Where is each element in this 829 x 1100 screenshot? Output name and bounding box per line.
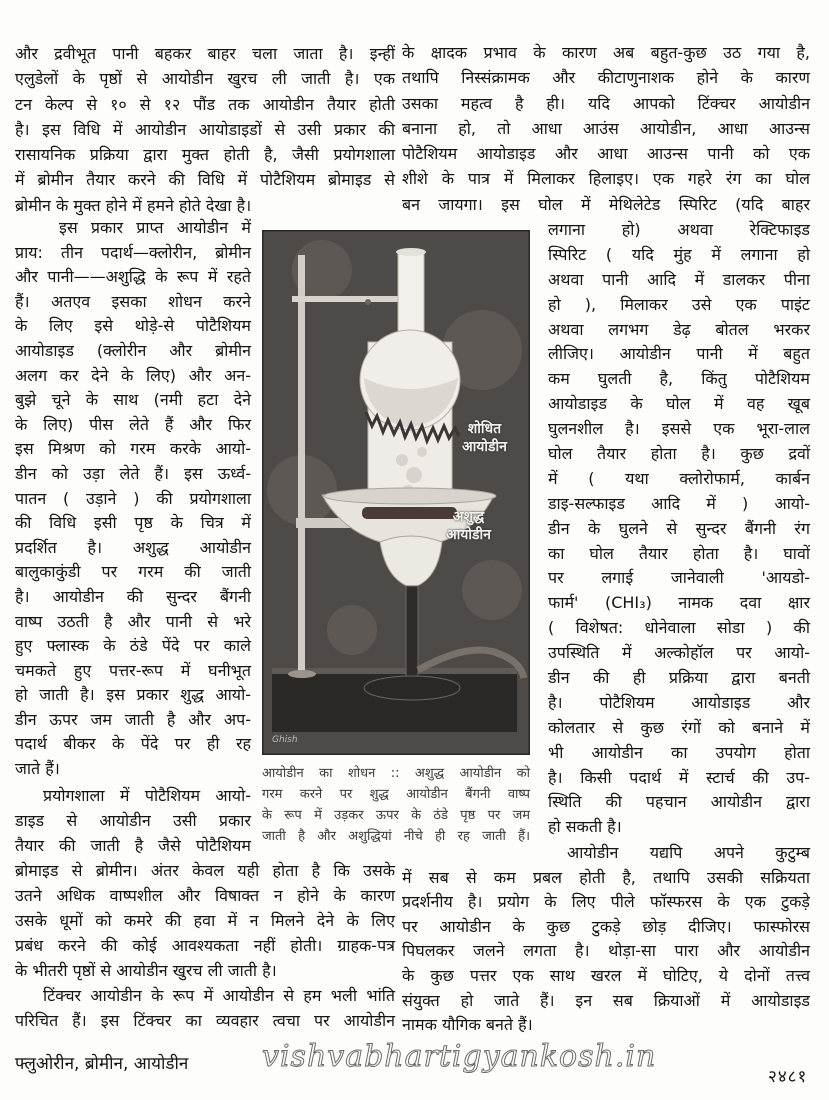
- text-line: जाते हैं।: [15, 759, 60, 779]
- impure-iodine-label: [446, 508, 491, 544]
- text-line: के क्षादक प्रभाव के कारण अब बहुत-कुछ उठ गया है,: [402, 43, 810, 62]
- text-line: उपस्थिति में अल्कोहॉल पर आयो-: [548, 643, 810, 663]
- text-line: उसका महत्व है ही। यदि आपको टिंक्चर आयोडीन: [402, 93, 810, 113]
- text-line: डाइड से आयोडीन उसी प्रकार: [15, 811, 251, 830]
- text-line: है। आयोडीन की सुन्दर बैंगनी: [15, 586, 251, 606]
- iodine-purification-illustration: [262, 230, 530, 755]
- text-line: का घोल तैयार होता है। घावों: [548, 543, 810, 563]
- text-line: प्रयोगशाला में पोटैशियम आयो-: [43, 786, 251, 805]
- text-line: प्रदर्शनीय है। प्रयोग के लिए पीले फॉस्फरस के एक टुकड़े: [402, 892, 810, 912]
- text-line: इस प्रकार प्राप्त आयोडीन में: [59, 218, 251, 237]
- text-line: के लिए) पीस लेते हैं और फिर: [15, 414, 251, 434]
- text-line: ( विशेषत: धोनेवाला सोडा ) की: [548, 618, 810, 638]
- text-line: डीन के घुलने से सुन्दर बैंगनी रंग: [548, 518, 810, 538]
- text-line: के भीतरी पृष्ठों से आयोडीन खुरच ली जाती है।: [15, 961, 277, 980]
- text-line: तथापि निस्संक्रामक और कीटाणुनाशक होने के कारण: [402, 68, 810, 88]
- tincture-paragraph: [15, 983, 395, 1033]
- text-line: आयोडीन का शोधन :: अशुद्ध आयोडीन को: [262, 766, 530, 781]
- label-line: अशुद्ध: [452, 509, 485, 525]
- text-line: अथवा लगभग डेढ़ बोतल भरकर: [548, 319, 810, 339]
- text-line: हो जाती है। इस प्रकार शुद्ध आयो-: [15, 685, 251, 705]
- text-line: हुए फ्लास्क के ठंडे पेंदे पर काले: [15, 636, 251, 656]
- text-line: हैं। अतएव इसका शोधन करने: [15, 291, 251, 311]
- text-line: ब्रोमीन के मुक्त होने में हमने होते देखा है।: [15, 195, 252, 215]
- text-line: के रूप में उड़कर ऊपर के ठंडे पृष्ठ पर जम: [262, 808, 530, 823]
- text-line: चमकते हुए पत्तर-रूप में घनीभूत: [15, 660, 251, 680]
- text-line: अलग कर देने के लिए) और अन-: [15, 365, 251, 385]
- text-line: उतने अधिक वाष्पशील और विषाक्त न होने के कारण: [15, 886, 395, 905]
- page-number: २४८१: [768, 1067, 808, 1087]
- text-line: है। इस विधि में आयोडीन आयोडाइडों से उसी प्रकार की: [15, 119, 395, 139]
- text-line: लगाना हो) अथवा रेक्टिफाइड: [548, 220, 810, 239]
- text-line: स्थिति की पहचान आयोडीन द्वारा: [548, 792, 810, 812]
- text-line: कोलतार से कुछ रंगों को बनाने में: [548, 717, 810, 737]
- text-line: डाइ-सल्फाइड आदि में ) आयो-: [548, 493, 810, 513]
- text-line: प्रबंध करने की कोई आवश्यकता नहीं होती। ग्राहक-पत्र: [15, 936, 395, 955]
- text-line: संयुक्त हो जाते हैं। इन सब क्रियाओं में आयोडाइड: [402, 990, 810, 1010]
- text-line: भी आयोडीन का उपयोग होता: [548, 742, 810, 762]
- impure-iodine: [362, 507, 457, 519]
- text-line: तैयार की जाती है जैसे पोटैशियम: [15, 836, 251, 855]
- text-line: हो ), मिलाकर उसे एक पाइंट: [548, 294, 810, 314]
- label-line: आयोडीन: [462, 439, 507, 455]
- text-line: डीन ऊपर जम जाती है और अप-: [15, 709, 251, 729]
- text-line: प्रदर्शित है। अशुद्ध आयोडीन: [15, 537, 251, 557]
- right-top-paragraph: [402, 40, 810, 217]
- text-line: लीजिए। आयोडीन पानी में बहुत: [548, 344, 810, 364]
- text-line: में सब से कम प्रबल होती है, तथापि उसकी सक्रियता: [402, 867, 810, 887]
- artist-signature: Ghish: [272, 735, 298, 745]
- text-line: शीशे के पात्र में मिलाकर हिलाइए। एक गहरे रंग का घोल: [402, 169, 810, 189]
- text-line: घुलनशील है। इससे एक भूरा-लाल: [548, 419, 810, 439]
- text-line: पर आयोडीन के कुछ टुकड़े छोड़ दीजिए। फास्फोरस: [402, 916, 810, 936]
- text-line: कम घुलती है, किंतु पोटैशियम: [548, 369, 810, 389]
- label-line: शोधित: [467, 421, 502, 437]
- text-line: इस मिश्रण को गरम करके आयो-: [15, 439, 251, 459]
- right-narrow-paragraph: [548, 218, 810, 840]
- text-line: वाष्प उठती है और पानी से भरे: [15, 611, 251, 631]
- lab-paragraph-wide: [15, 858, 395, 983]
- text-line: डीन को उड़ा लेते हैं। इस ऊर्ध्व-: [15, 463, 251, 483]
- text-line: हो सकती है।: [548, 817, 622, 837]
- text-line: रासायनिक प्रक्रिया द्वारा मुक्त होती है, जैसी प्रयोगशाला: [15, 145, 395, 165]
- text-line: और द्रवीभूत पानी बहकर बाहर चला जाता है। इन्हीं: [15, 44, 395, 63]
- text-line: पोटैशियम आयोडाइड और आधा आउन्स पानी को एक: [402, 144, 810, 164]
- burner-base: [364, 676, 460, 700]
- left-top-paragraph: [15, 41, 395, 218]
- text-line: में ( यथा क्लोरोफार्म, कार्बन: [548, 468, 810, 488]
- right-bottom-paragraph: [402, 841, 810, 1038]
- text-line: प्राय: तीन पदार्थ—क्लोरीन, ब्रोमीन: [15, 242, 251, 262]
- text-line: बालुकाकुंडी पर गरम की जाती: [15, 562, 251, 582]
- text-line: घोल तैयार होता है। कुछ द्रवों: [548, 444, 810, 464]
- text-line: पिघलकर जलने लगता है। थोड़ा-सा पारा और आयोडीन: [402, 941, 810, 961]
- text-line: फार्म' (CHI₃) नामक दवा क्षार: [548, 593, 810, 613]
- text-line: स्पिरिट ( यदि मुंह में लगाना हो: [548, 244, 810, 264]
- text-line: टन केल्प से १० से १२ पौंड तक आयोडीन तैयार होती: [15, 94, 395, 114]
- text-line: और पानी——अशुद्धि के रूप में रहते: [15, 267, 251, 287]
- text-line: आयोडाइड (क्लोरीन और ब्रोमीन: [15, 340, 251, 360]
- text-line: के लिए इसे थोड़े-से पोटैशियम: [15, 316, 251, 336]
- text-line: डीन की ही प्रक्रिया द्वारा बनती: [548, 668, 810, 688]
- text-line: पातन ( उड़ाने ) की प्रयोगशाला: [15, 488, 251, 508]
- apparatus-drawing: [262, 230, 530, 755]
- burner: [406, 586, 418, 686]
- text-line: जाती है और अशुद्धियां नीचे ही रह जाती हैं।: [262, 829, 530, 844]
- text-line: में ब्रोमीन तैयार करने की विधि में पोटैशियम ब्रोमाइड से: [15, 170, 395, 190]
- figure-caption: [262, 763, 530, 847]
- text-line: पदार्थ बीकर के पेंदे पर ही रह: [15, 734, 251, 754]
- stand-rod: [298, 255, 305, 675]
- text-line: है। किसी पदार्थ में स्टार्च की उप-: [548, 767, 810, 787]
- text-line: ब्रोमाइड से ब्रोमीन। अंतर केवल यही होता है कि उसके: [15, 861, 395, 880]
- text-line: उसके धूमों को कमरे की हवा में न मिलने देने के लिए: [15, 911, 395, 930]
- purification-paragraph: [15, 216, 251, 782]
- text-line: गरम करने पर शुद्ध आयोडीन बैंगनी वाष्प: [262, 787, 530, 802]
- watermark: vishvabhartigyankosh.in: [262, 1039, 657, 1074]
- running-footer-title: फ्लुओरीन, ब्रोमीन, आयोडीन: [15, 1054, 189, 1074]
- text-line: बन जायगा। इस घोल में मेथिलेटेड स्पिरिट (यदि बाहर: [402, 194, 810, 214]
- text-line: बनाना हो, तो आधा आउंस आयोडीन, आधा आउन्स: [402, 118, 810, 138]
- lab-paragraph-narrow: [15, 783, 251, 858]
- text-line: आयोडीन यद्यपि अपने कुटुम्ब: [567, 843, 810, 862]
- text-line: अथवा पानी आदि में डालकर पीना: [548, 269, 810, 289]
- text-line: है। पोटैशियम आयोडाइड और: [548, 692, 810, 712]
- text-line: टिंक्चर आयोडीन के रूप में आयोडीन से हम भली भांति: [43, 986, 395, 1005]
- text-line: आयोडाइड के घोल में वह खूब: [548, 394, 810, 414]
- text-line: पर लगाई जानेवाली 'आयडो-: [548, 568, 810, 588]
- text-line: के कुछ पत्तर एक साथ खरल में घोटिए, ये दोनों तत्त्व: [402, 965, 810, 985]
- text-line: की विधि इसी पृष्ठ के चित्र में: [15, 513, 251, 533]
- label-line: आयोडीन: [446, 527, 491, 543]
- text-line: एलुडेलों के पृष्ठों से आयोडीन खुरच ली जाती है। एक: [15, 69, 395, 89]
- text-line: परिचित हैं। इस टिंक्चर का व्यवहार त्वचा पर आयोडीन: [15, 1011, 395, 1030]
- text-line: नामक यौगिक बनते हैं।: [402, 1015, 533, 1035]
- text-line: बुझे चूने के साथ (नमी हटा देने: [15, 390, 251, 410]
- purified-iodine-label: [462, 420, 507, 456]
